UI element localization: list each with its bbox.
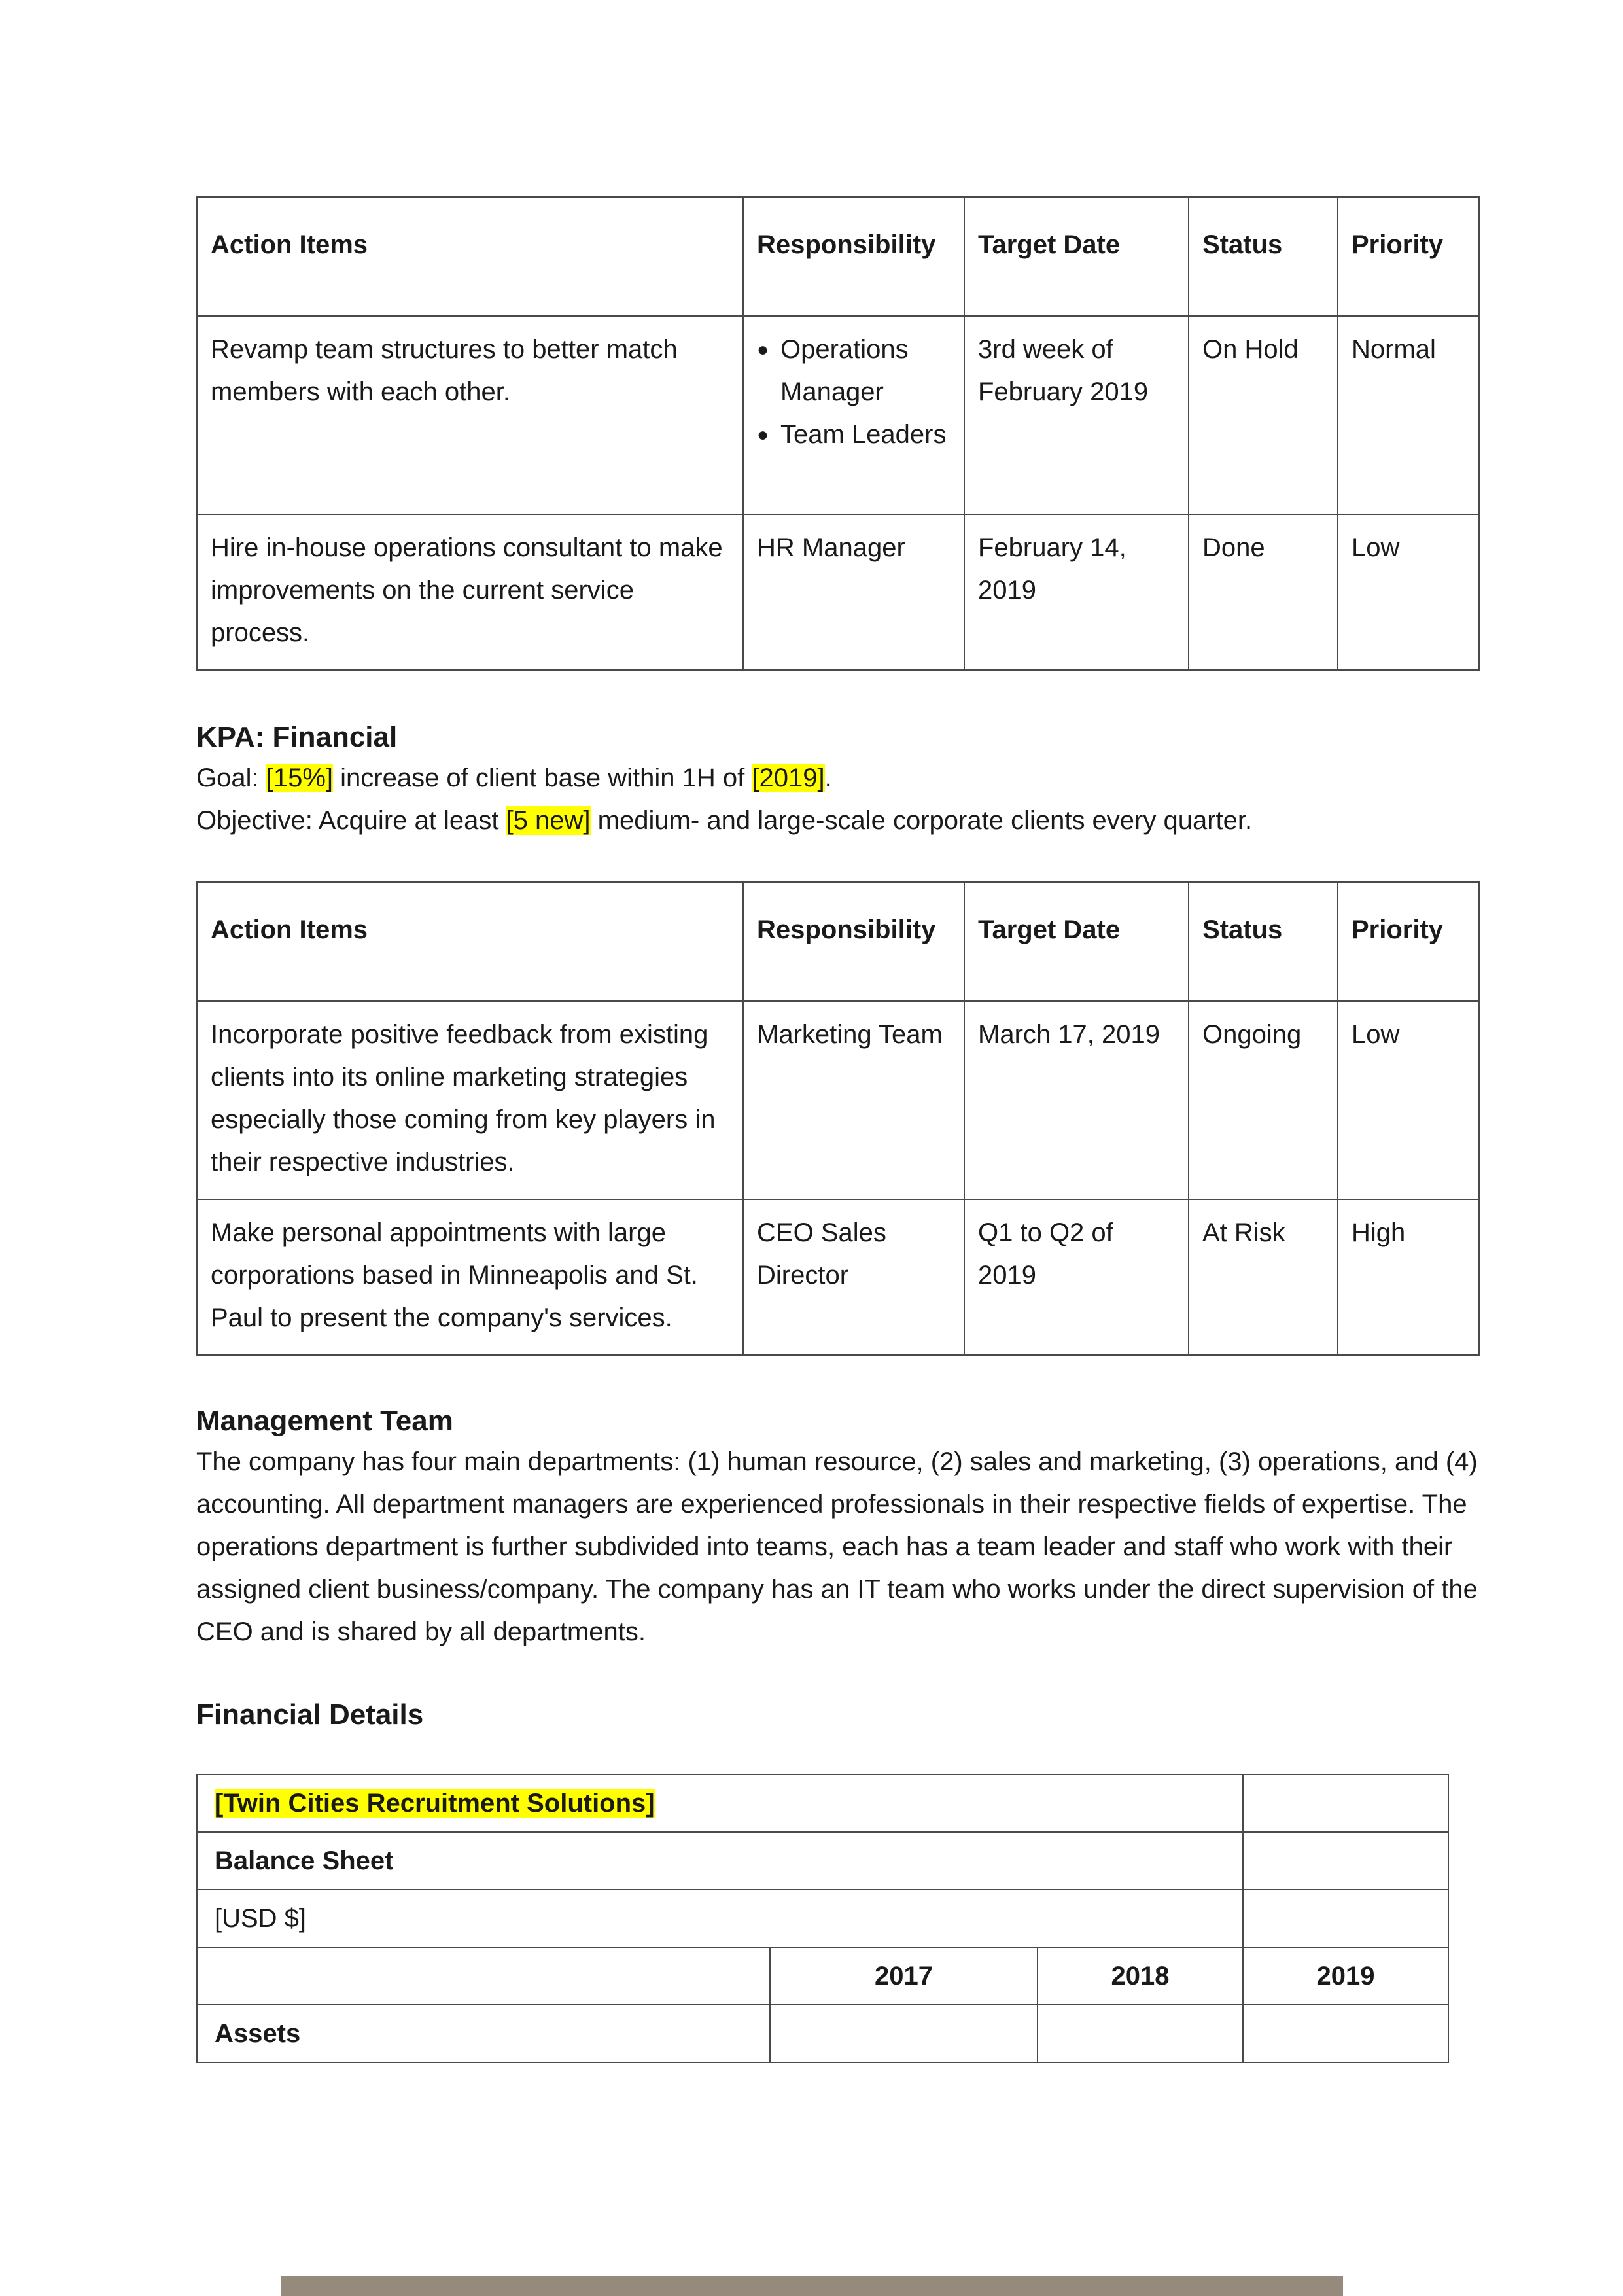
- objective-suffix: medium- and large-scale corporate clients every quarter.: [590, 806, 1253, 835]
- management-team-heading: Management Team: [196, 1405, 453, 1437]
- priority-cell: Low: [1338, 514, 1479, 670]
- header-responsibility: Responsibility: [743, 882, 964, 1001]
- table-row: [197, 1199, 1479, 1355]
- responsibility-list: [757, 328, 951, 456]
- header-responsibility: Responsibility: [743, 197, 964, 316]
- company-name-cell: [197, 1775, 1243, 1832]
- operations-action-table: [196, 196, 1480, 671]
- action-item-cell: Hire in-house operations consultant to make improvements on the current service process.: [197, 514, 743, 670]
- table-row: [197, 1001, 1479, 1199]
- target-date-cell: Q1 to Q2 of 2019: [964, 1199, 1189, 1355]
- financial-details-heading: Financial Details: [196, 1699, 424, 1731]
- objective-highlight: [5 new]: [506, 806, 591, 835]
- table-row: [197, 1832, 1448, 1890]
- financial-action-table: [196, 881, 1480, 1356]
- responsibility-cell: [743, 316, 964, 514]
- priority-cell: High: [1338, 1199, 1479, 1355]
- empty-cell: [1243, 1832, 1448, 1890]
- empty-cell: [1243, 1890, 1448, 1947]
- header-priority: Priority: [1338, 197, 1479, 316]
- header-status: Status: [1189, 197, 1338, 316]
- year-2017: 2017: [770, 1947, 1038, 2005]
- goal-suffix: .: [824, 764, 832, 792]
- assets-label: Assets: [197, 2005, 770, 2062]
- target-date-cell: March 17, 2019: [964, 1001, 1189, 1199]
- table-row: [197, 1947, 1448, 2005]
- objective-prefix: Objective: Acquire at least: [196, 806, 506, 835]
- target-date-cell: 3rd week of February 2019: [964, 316, 1189, 514]
- goal-highlight-percent: [15%]: [266, 764, 334, 792]
- header-priority: Priority: [1338, 882, 1479, 1001]
- kpa-financial-heading: KPA: Financial: [196, 721, 398, 753]
- management-team-body: The company has four main departments: (1) human resource, (2) sales and marketing, (3) operations, and (4) accounting. All department managers are experienced professionals in their respective fields of expertise. The operations department is further subdivided into teams, each has a team leader and staff who work with their assigned client business/company. The company has an IT team who works under the direct supervision of the CEO and is shared by all departments.: [196, 1447, 1478, 1646]
- balance-sheet-table: [196, 1774, 1449, 2063]
- header-status: Status: [1189, 882, 1338, 1001]
- goal-line: [196, 757, 1478, 800]
- responsibility-cell: CEO Sales Director: [743, 1199, 964, 1355]
- priority-cell: Low: [1338, 1001, 1479, 1199]
- status-cell: At Risk: [1189, 1199, 1338, 1355]
- goal-middle: increase of client base within 1H of: [333, 764, 752, 792]
- year-2018: 2018: [1038, 1947, 1243, 2005]
- empty-cell: [197, 1947, 770, 2005]
- action-item-cell: Incorporate positive feedback from existing clients into its online marketing strategies especially those coming from key players in their respective industries.: [197, 1001, 743, 1199]
- target-date-cell: February 14, 2019: [964, 514, 1189, 670]
- footer-bar: [281, 2276, 1343, 2296]
- header-target-date: Target Date: [964, 197, 1189, 316]
- status-cell: Done: [1189, 514, 1338, 670]
- header-action-items: Action Items: [197, 197, 743, 316]
- list-item: ● Operations Manager: [757, 328, 951, 414]
- table-row: [197, 1775, 1448, 1832]
- status-cell: Ongoing: [1189, 1001, 1338, 1199]
- company-name: [Twin Cities Recruitment Solutions]: [215, 1788, 655, 1818]
- empty-cell: [1243, 2005, 1448, 2062]
- objective-line: [196, 800, 1478, 842]
- action-item-cell: Make personal appointments with large corporations based in Minneapolis and St. Paul to present the company's services.: [197, 1199, 743, 1355]
- priority-cell: Normal: [1338, 316, 1479, 514]
- table-header-row: [197, 197, 1479, 316]
- sheet-title: Balance Sheet: [197, 1832, 1243, 1890]
- goal-highlight-year: [2019]: [752, 764, 825, 792]
- table-row: [197, 2005, 1448, 2062]
- header-target-date: Target Date: [964, 882, 1189, 1001]
- year-2019: 2019: [1243, 1947, 1448, 2005]
- currency-label: [USD $]: [197, 1890, 1243, 1947]
- header-action-items: Action Items: [197, 882, 743, 1001]
- empty-cell: [1243, 1775, 1448, 1832]
- responsibility-cell: HR Manager: [743, 514, 964, 670]
- goal-prefix: Goal:: [196, 764, 266, 792]
- table-header-row: [197, 882, 1479, 1001]
- document-page: [196, 196, 1478, 2063]
- empty-cell: [770, 2005, 1038, 2062]
- table-row: [197, 1890, 1448, 1947]
- table-row: [197, 316, 1479, 514]
- empty-cell: [1038, 2005, 1243, 2062]
- table-row: [197, 514, 1479, 670]
- responsibility-cell: Marketing Team: [743, 1001, 964, 1199]
- status-cell: On Hold: [1189, 316, 1338, 514]
- list-item: ● Team Leaders: [757, 414, 951, 456]
- action-item-cell: Revamp team structures to better match members with each other.: [197, 316, 743, 514]
